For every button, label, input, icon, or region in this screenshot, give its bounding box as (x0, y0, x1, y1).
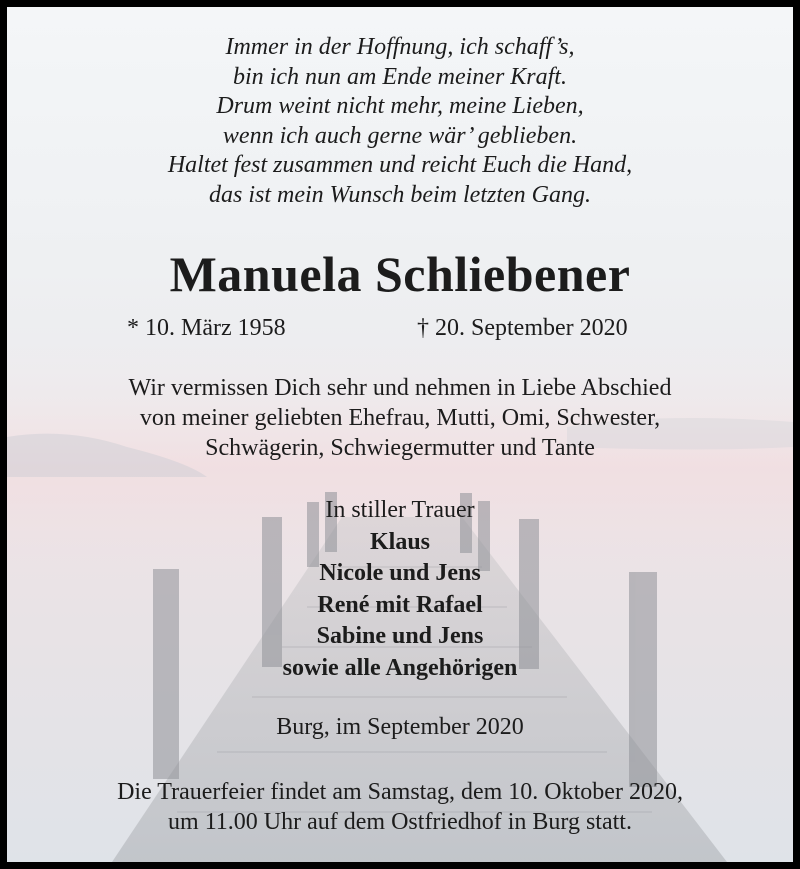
birth-date: * 10. März 1958 (127, 315, 286, 341)
mourner-name: René mit Rafael (317, 591, 483, 618)
ceremony-line: Die Trauerfeier findet am Samstag, dem 10. Oktober 2020, (117, 779, 683, 805)
farewell-line: Wir vermissen Dich sehr und nehmen in Liebe Abschied (128, 375, 672, 401)
farewell-line: Schwägerin, Schwiegermutter und Tante (205, 435, 595, 461)
mourner-name: Nicole und Jens (319, 560, 481, 586)
poem-line: Immer in der Hoffnung, ich schaff’s, (225, 34, 575, 60)
poem-line: das ist mein Wunsch beim letzten Gang. (209, 181, 591, 208)
place-date: Burg, im September 2020 (276, 714, 524, 740)
mourners (7, 495, 793, 684)
ceremony-info (7, 777, 793, 837)
poem-line: Drum weint nicht mehr, meine Lieben, (216, 93, 584, 119)
farewell-text (7, 373, 793, 463)
farewell-line: von meiner geliebten Ehefrau, Mutti, Omi, Schwester, (139, 405, 661, 431)
poem-line: bin ich nun am Ende meiner Kraft. (233, 63, 567, 90)
mourners-heading: In stiller Trauer (325, 497, 475, 523)
death-date: † 20. September 2020 (417, 315, 628, 341)
deceased-name: Manuela Schliebener (169, 246, 631, 302)
life-dates (7, 315, 793, 347)
poem-line: wenn ich auch gerne wär’ geblieben. (222, 122, 578, 149)
poem-line: Haltet fest zusammen und reicht Euch die Hand, (167, 152, 633, 178)
mourner-name: Klaus (369, 528, 431, 555)
ceremony-line: um 11.00 Uhr auf dem Ostfriedhof in Burg statt. (168, 809, 632, 835)
mourner-name: sowie alle Angehörigen (282, 654, 518, 681)
mourner-name: Sabine und Jens (316, 623, 484, 649)
poem (7, 33, 793, 210)
